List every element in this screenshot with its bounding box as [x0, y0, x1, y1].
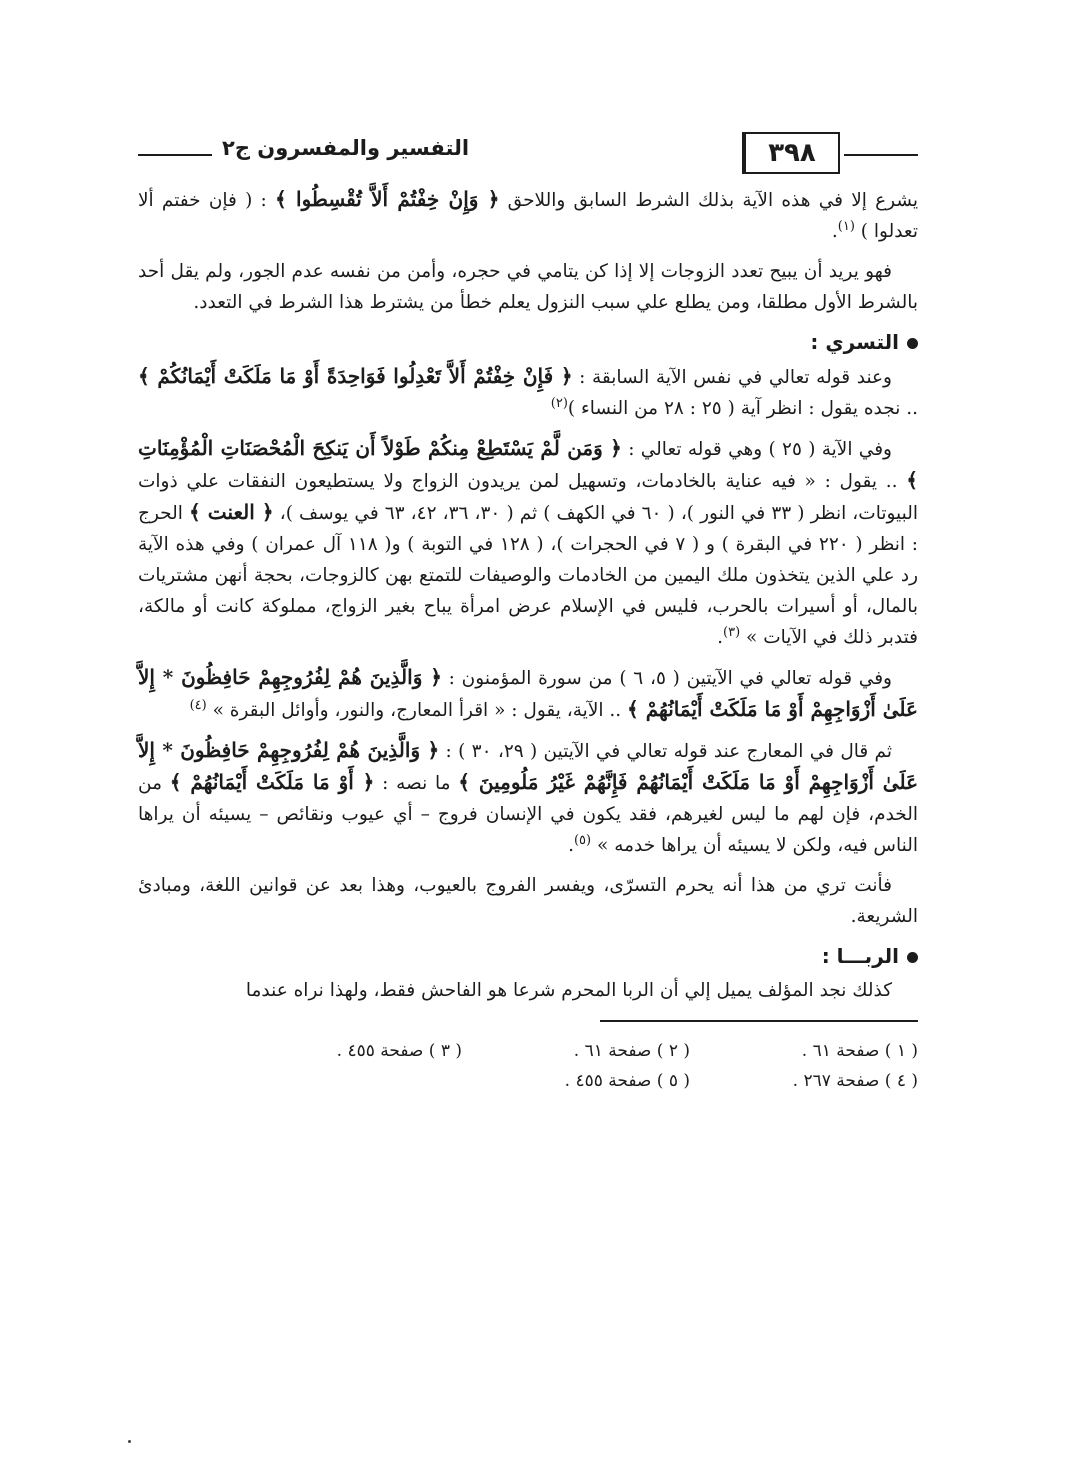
scan-speck — [128, 1440, 131, 1443]
text-run: من الخدم، فإن لهم ما ليس لغيرهم، فقد يكون في الإنسان فروج – أي عيوب ونقائص – يسيئه أن يراها الناس فيه، ولكن لا يسيئه أن يراها خدمه » — [138, 773, 918, 856]
quran-verse: ﴿ العنت ﴾ — [188, 500, 274, 524]
text-run: ما نصه : — [374, 773, 459, 794]
quran-verse: ﴿ وَالَّذِينَ هُمْ لِفُرُوجِهِمْ حَافِظُونَ * إِلاَّ عَلَىٰ أَزْوَاجِهِمْ أَوْ مَا مَلَكَتْ أَيْمَانُهُمْ فَإِنَّهُمْ غَيْرُ مَلُومِينَ ﴾ — [138, 738, 919, 794]
footnote-4: ( ٤ ) صفحة ٢٦٧ . — [792, 1071, 918, 1091]
text-run: .. الآية، يقول : « اقرأ المعارج، والنور، وأوائل البقرة » — [206, 700, 628, 721]
book-page — [138, 128, 918, 1096]
quran-verse: ﴿ فَإِنْ خِفْتُمْ أَلاَّ تَعْدِلُوا فَوَاحِدَةً أَوْ مَا مَلَكَتْ أَيْمَانُكُمْ ﴾ — [138, 364, 573, 388]
paragraph-7: فأنت تري من هذا أنه يحرم التسرّى، ويفسر الفروج بالعيوب، وهذا بعد عن قوانين اللغة، ومبادئ الشريعة. — [138, 875, 918, 927]
section-heading-text: الربـــا : — [821, 944, 899, 968]
footnote-ref: (٣) — [723, 624, 741, 640]
footnotes — [138, 1036, 918, 1096]
section-heading-tasarri — [138, 327, 918, 357]
page-body — [138, 184, 918, 1006]
bullet-icon — [907, 952, 918, 963]
paragraph-4 — [138, 433, 918, 653]
section-heading-riba — [138, 941, 918, 971]
text-run: .. يقول : « فيه عناية بالخادمات، وتسهيل لمن يريدون الزواج ولا يستطيعون النفقات علي ذوات البيوتات، انظر ( ٣٣ في النور )، ( ٦٠ في الكهف ) ثم ( ٣٠، ٣٦، ٤٢، ٦٣ في يوسف )، — [138, 471, 918, 524]
text-run: : ( فإن خفتم ألا تعدلوا ) — [138, 190, 918, 242]
footnote-ref: (٤) — [189, 697, 207, 713]
paragraph-5 — [138, 662, 918, 726]
bullet-icon — [907, 338, 918, 349]
footnote-5: ( ٥ ) صفحة ٤٥٥ . — [564, 1071, 690, 1091]
text-run: . — [717, 627, 724, 648]
footnote-ref: (١) — [837, 218, 855, 234]
running-title: التفسير والمفسرون ج٢ — [222, 136, 470, 160]
text-run: . — [568, 835, 574, 856]
footnote-ref: (٥) — [573, 832, 592, 848]
paragraph-8: كذلك نجد المؤلف يميل إلي أن الربا المحرم شرعا هو الفاحش فقط، ولهذا نراه عندما — [245, 980, 892, 1001]
header-rule-left — [138, 154, 212, 156]
text-run: . — [831, 221, 838, 242]
text-run: .. نجده يقول : انظر آية ( ٢٥ : ٢٨ من النساء ) — [567, 398, 918, 419]
footnote-row — [138, 1036, 918, 1066]
paragraph-2: فهو يريد أن يبيح تعدد الزوجات إلا إذا كن يتامي في حجره، وأمن من نفسه عدم الجور، ولم يقل أحد بالشرط الأول مطلقا، ومن يطلع علي سبب النزول يعلم خطأ من يشترط هذا الشرط في التعدد. — [138, 261, 918, 313]
footnote-2: ( ٢ ) صفحة ٦١ . — [573, 1041, 690, 1061]
paragraph-6 — [138, 735, 918, 861]
header-rule-right — [844, 154, 918, 156]
quran-verse: ﴿ وَإِنْ خِفْتُمْ أَلاَّ تُقْسِطُوا ﴾ — [275, 187, 500, 211]
text-run: وفي الآية ( ٢٥ ) وهي قوله تعالي : — [621, 439, 892, 460]
quran-verse: ﴿ أَوْ مَا مَلَكَتْ أَيْمَانُهُمْ ﴾ — [169, 770, 375, 794]
section-heading-text: التسري : — [810, 330, 899, 354]
text-run: يشرع إلا في هذه الآية بذلك الشرط السابق واللاحق — [499, 190, 918, 211]
paragraph-1 — [138, 184, 918, 247]
page-header — [138, 128, 918, 184]
footnote-row — [138, 1066, 918, 1096]
footnote-3: ( ٣ ) صفحة ٤٥٥ . — [336, 1041, 462, 1061]
text-run: وعند قوله تعالي في نفس الآية السابقة : — [572, 367, 892, 388]
page-number: ٣٩٨ — [742, 132, 840, 174]
quran-verse: ﴿ وَالَّذِينَ هُمْ لِفُرُوجِهِمْ حَافِظُونَ * إِلاَّ عَلَىٰ أَزْوَاجِهِمْ أَوْ مَا مَلَكَتْ أَيْمَانُهُمْ ﴾ — [138, 665, 918, 721]
text-run: وفي قوله تعالي في الآيتين ( ٥، ٦ ) من سورة المؤمنون : — [441, 668, 892, 689]
text-run: ثم قال في المعارج عند قوله تعالي في الآيتين ( ٢٩، ٣٠ ) : — [439, 741, 893, 762]
text-run: الحرج : انظر ( ٢٢٠ في البقرة ) و ( ٧ في الحجرات )، ( ١٢٨ في التوبة ) و( ١١٨ آل عمران ) وفي هذه الآية رد علي الذين يتخذون ملك اليمين من الخادمات والوصيفات للتمتع بهن كالزوجات، بحجة أنهن مشتريات بالمال، أو أسيرات بالحرب، فليس في الإسلام عرض امرأة يباح بغير الزواج، مملوكة كانت أو مالكة، فتدبر ذلك في الآيات » — [138, 503, 918, 648]
footnote-ref: (٢) — [550, 395, 568, 411]
footnote-1: ( ١ ) صفحة ٦١ . — [801, 1041, 918, 1061]
quran-verse: ﴿ وَمَن لَّمْ يَسْتَطِعْ مِنكُمْ طَوْلاً أَن يَنكِحَ الْمُحْصَنَاتِ الْمُؤْمِنَاتِ ﴾ — [138, 436, 918, 492]
paragraph-3 — [138, 361, 918, 424]
footnote-divider — [600, 1020, 918, 1022]
